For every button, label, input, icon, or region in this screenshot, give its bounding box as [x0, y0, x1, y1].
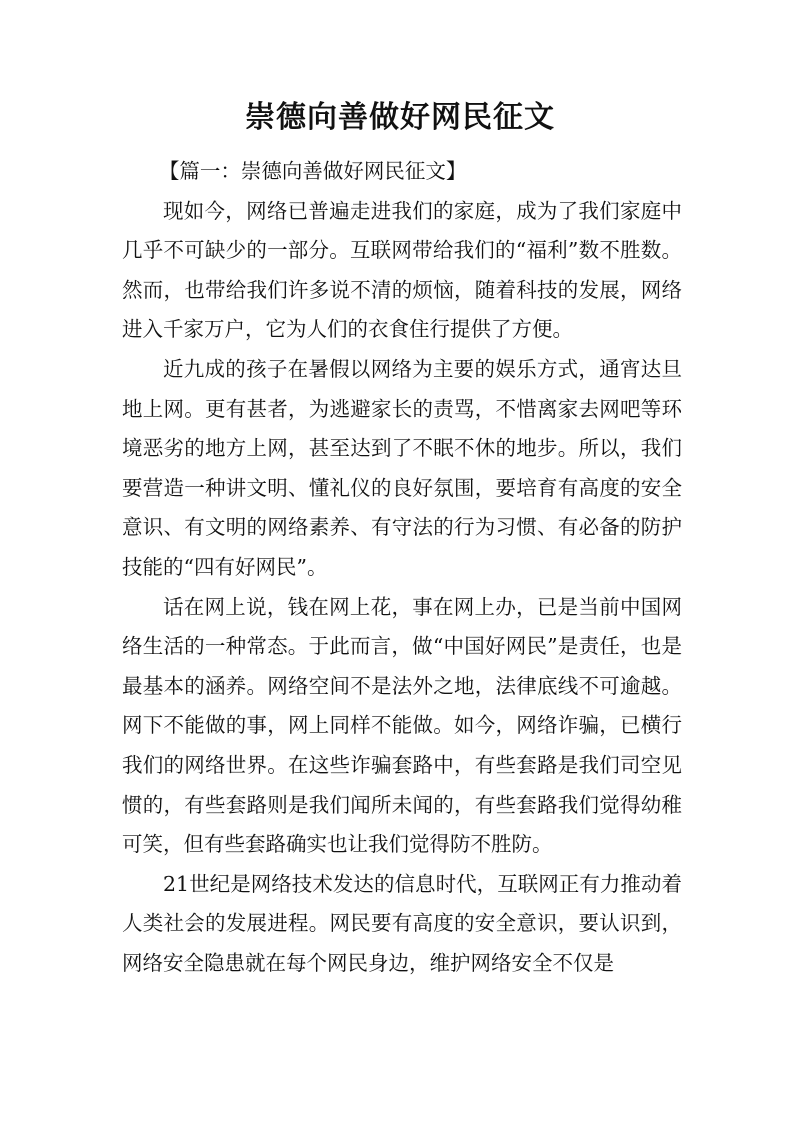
document-body — [122, 152, 682, 983]
paragraph-1: 现如今，网络已普遍走进我们的家庭，成为了我们家庭中几乎不可缺少的一部分。互联网带给我们的“福利”数不胜数。然而，也带给我们许多说不清的烦恼，随着科技的发展，网络进入千家万户，它为人们的衣食住行提供了方便。 — [122, 198, 682, 342]
document-title: 崇德向善做好网民征文 — [245, 100, 555, 135]
paragraph-2: 近九成的孩子在暑假以网络为主要的娱乐方式，通宵达旦地上网。更有甚者，为逃避家长的责骂，不惜离家去网吧等环境恶劣的地方上网，甚至达到了不眠不休的地步。所以，我们要营造一种讲文明、懂礼仪的良好氛围，要培育有高度的安全意识、有文明的网络素养、有守法的行为习惯、有必备的防护技能的“四有好网民”。 — [122, 356, 682, 579]
section-heading: 【篇一：崇德向善做好网民征文】 — [158, 159, 467, 183]
paragraph-4: 21世纪是网络技术发达的信息时代，互联网正有力推动着人类社会的发展进程。网民要有高度的安全意识，要认识到，网络安全隐患就在每个网民身边，维护网络安全不仅是 — [122, 871, 682, 975]
paragraph-3: 话在网上说，钱在网上花，事在网上办，已是当前中国网络生活的一种常态。于此而言，做“中国好网民”是责任，也是最基本的涵养。网络空间不是法外之地，法律底线不可逾越。网下不能做的事，网上同样不能做。如今，网络诈骗，已横行我们的网络世界。在这些诈骗套路中，有些套路是我们司空见惯的，有些套路则是我们闻所未闻的，有些套路我们觉得幼稚可笑，但有些套路确实也让我们觉得防不胜防。 — [122, 594, 682, 857]
